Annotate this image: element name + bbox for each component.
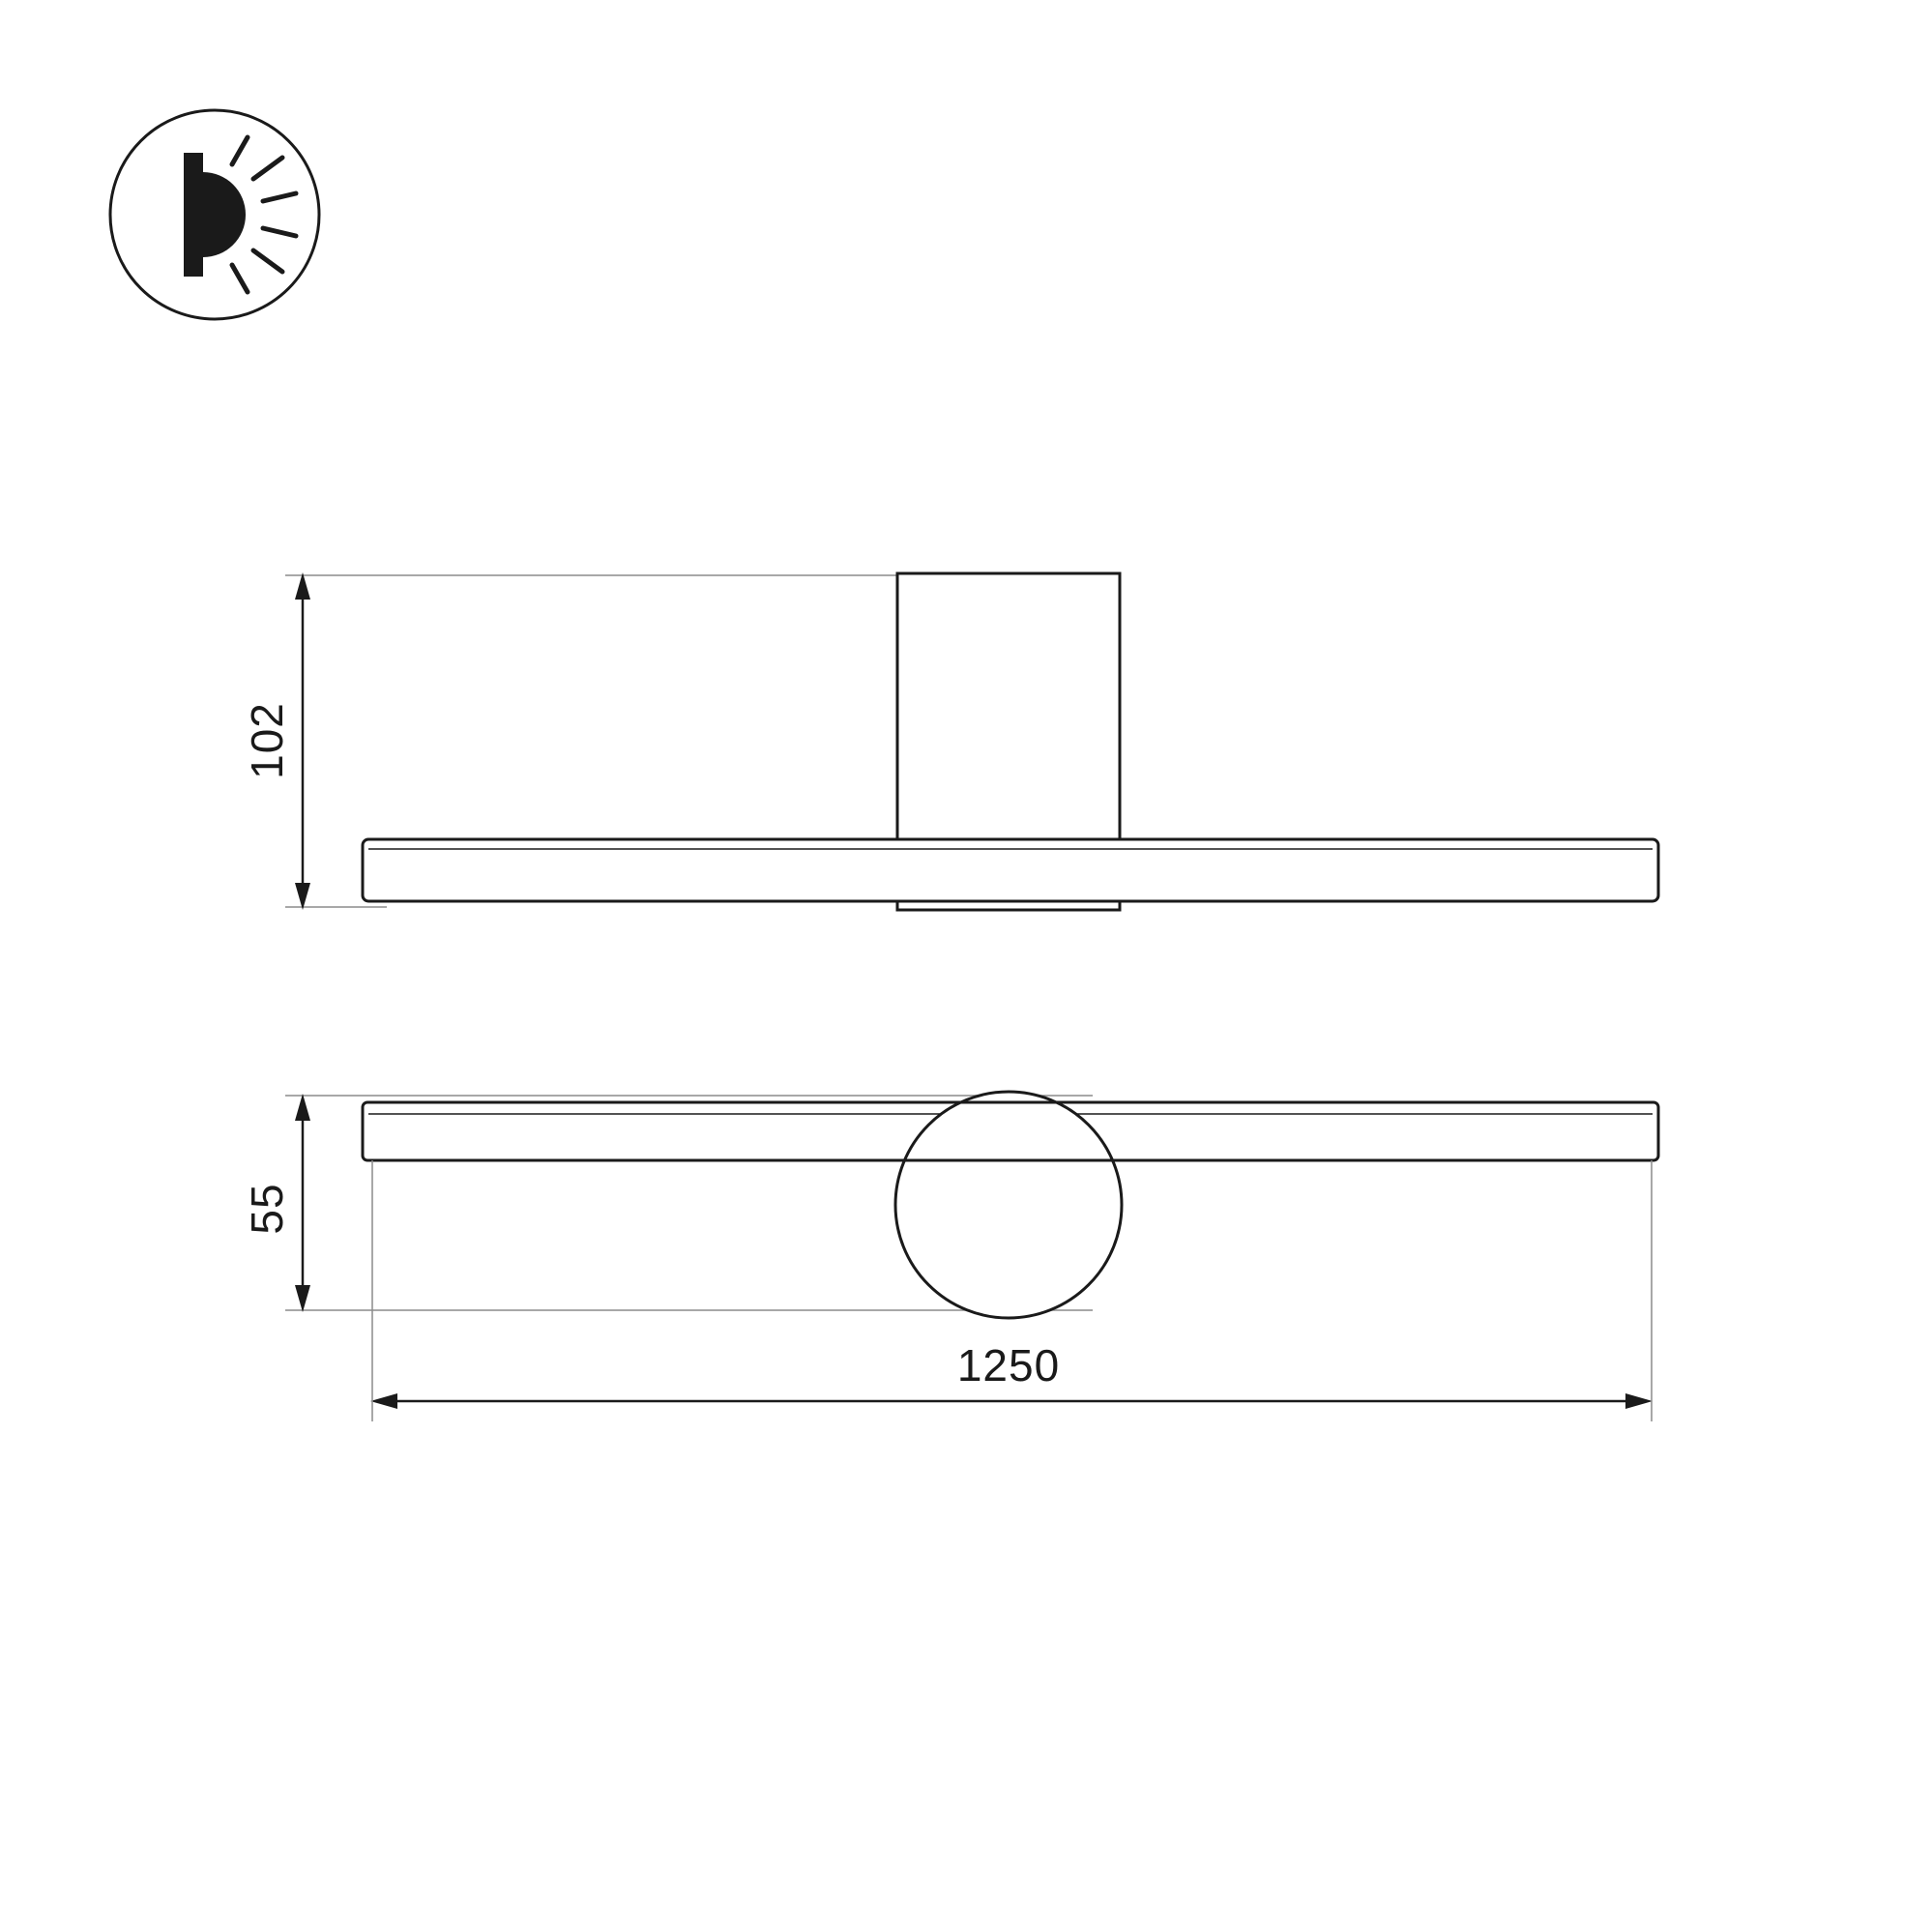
side-view [242,572,1658,910]
dimension-line-55 [242,1094,310,1312]
dimension-line-102 [242,572,310,910]
front-view-round-mount [895,1092,1122,1318]
arrow-left-1250 [370,1393,397,1409]
symbol-wall-bar [184,153,203,277]
arrow-down-55 [295,1285,310,1312]
dimension-label-1250: 1250 [956,1340,1061,1390]
arrow-up-102 [295,572,310,600]
wall-mounted-light-symbol [110,110,319,319]
arrow-right-1250 [1625,1393,1653,1409]
dimension-label-102: 102 [242,702,292,779]
arrow-down-102 [295,883,310,910]
front-view [242,1092,1658,1421]
arrow-up-55 [295,1094,310,1121]
dimension-label-55: 55 [242,1183,292,1235]
